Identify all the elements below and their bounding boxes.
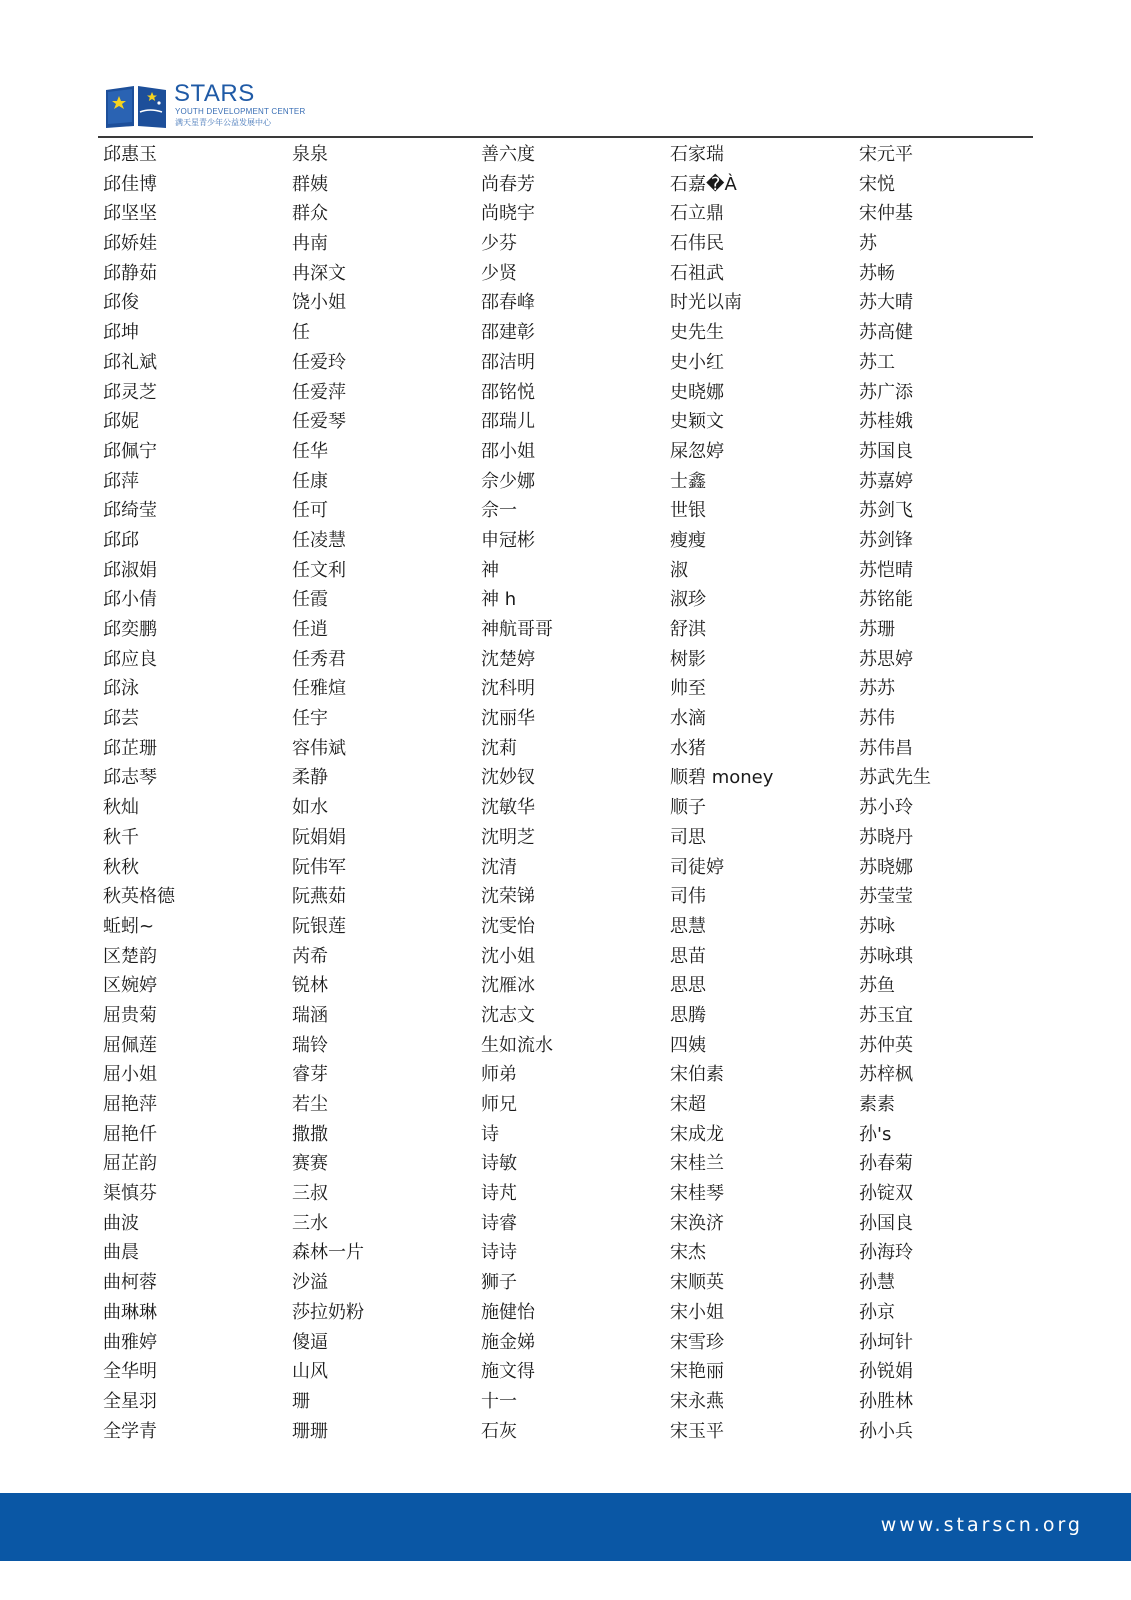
name-entry: 邱佩宁 [103,440,157,462]
name-entry: 苏剑飞 [859,500,913,522]
name-entry: 神 h [481,589,517,611]
name-entry: 苏大晴 [859,292,913,314]
name-entry: 诗芃 [481,1183,517,1205]
name-entry: 孙京 [859,1301,895,1323]
name-entry: 诗 [481,1123,499,1145]
name-entry: 佘一 [481,500,517,522]
name-entry: 少贤 [481,262,517,284]
name-entry: 宋玉平 [670,1420,724,1442]
name-entry: 瘦瘦 [670,529,706,551]
name-entry: 邱淑娟 [103,559,157,581]
name-entry: 如水 [292,797,328,819]
name-entry: 沙溢 [292,1272,328,1294]
logo-chinese-name: 满天星青少年公益发展中心 [175,118,271,127]
name-entry: 邱小倩 [103,589,157,611]
name-entry: 苏玉宜 [859,1004,913,1026]
name-entry: 莎拉奶粉 [292,1301,364,1323]
name-entry: 苏铭能 [859,589,913,611]
name-entry: 屈贵菊 [103,1004,157,1026]
name-entry: 宋小姐 [670,1301,724,1323]
name-entry: 曲晨 [103,1242,139,1264]
name-entry: 诗睿 [481,1212,517,1234]
name-entry: 宋桂琴 [670,1183,724,1205]
name-entry: 任宇 [292,708,328,730]
name-entry: 四姨 [670,1034,706,1056]
name-entry: 孙春菊 [859,1153,913,1175]
name-entry: 帅至 [670,678,706,700]
name-entry: 任爱琴 [292,411,346,433]
name-entry: 邱应良 [103,648,157,670]
name-entry: 尚晓宇 [481,203,535,225]
name-entry: 瑞铃 [292,1034,328,1056]
name-entry: 全星羽 [103,1390,157,1412]
name-entry: 沈清 [481,856,517,878]
name-entry: 世银 [670,500,706,522]
name-entry: 石立鼎 [670,203,724,225]
name-entry: 宋艳丽 [670,1361,724,1383]
name-entry: 群众 [292,203,328,225]
name-entry: 苏莹莹 [859,886,913,908]
name-entry: 任逍 [292,619,328,640]
name-entry: 蚯蚓~ [103,915,155,937]
name-entry: 邱灵芝 [103,381,157,403]
name-entry: 泉泉 [292,144,328,165]
name-entry: 邱芷珊 [103,737,157,759]
name-entry: 石灰 [481,1420,517,1442]
name-entry: 神 [481,559,499,581]
name-entry: 沈科明 [481,678,535,700]
name-entry: 孙's [859,1123,892,1145]
name-entry: 屈佩莲 [103,1034,157,1056]
name-entry: 苏畅 [859,262,895,284]
name-entry: 时光以南 [670,292,742,314]
name-entry: 渠慎芬 [103,1183,157,1205]
name-entry: 邱邱 [103,529,139,551]
name-entry: 屈芷韵 [103,1153,157,1175]
name-entry: 邵瑞儿 [481,411,535,433]
name-entry: 森林一片 [292,1242,364,1264]
name-entry: 秋千 [103,826,139,848]
name-entry: 阮娟娟 [292,826,346,848]
name-entry: 佘少娜 [481,470,535,492]
name-entry: 宋桂兰 [670,1153,724,1175]
name-entry: 舒淇 [670,619,706,640]
name-entry: 苏广添 [859,381,913,403]
name-entry: 苏梓枫 [859,1064,913,1086]
name-entry: 秋灿 [103,797,139,819]
name-column-2 [292,140,482,1446]
name-entry: 邱妮 [103,411,139,433]
name-entry: 邵洁明 [481,351,535,373]
name-entry: 秋英格德 [103,886,175,908]
name-entry: 任 [292,322,310,344]
name-entry: 苏小玲 [859,797,913,819]
name-entry: 苏武先生 [859,767,931,789]
name-entry: 司伟 [670,886,706,908]
name-entry: 孙坷针 [859,1331,913,1353]
name-entry: 区婉婷 [103,975,157,997]
name-entry: 任雅煊 [292,678,346,700]
header-logo [104,80,364,132]
name-entry: 邱绮莹 [103,500,157,522]
name-entry: 水滴 [670,708,706,730]
name-entry: 三叔 [292,1183,328,1205]
name-entry: 沈雯怡 [481,915,535,937]
name-entry: 睿芽 [292,1064,328,1086]
name-entry: 申冠彬 [481,529,535,551]
name-entry: 任华 [292,440,328,462]
name-entry: 石家瑞 [670,144,724,165]
name-entry: 全学青 [103,1420,157,1442]
name-entry: 任康 [292,470,328,492]
name-entry: 孙慧 [859,1272,895,1294]
name-entry: 思苗 [670,945,706,967]
name-entry: 苏恺晴 [859,559,913,581]
name-entry: 史晓娜 [670,381,724,403]
name-entry: 孙小兵 [859,1420,913,1442]
name-entry: 阮伟军 [292,856,346,878]
name-entry: 宋伯素 [670,1064,724,1086]
name-entry: 石嘉�À [670,173,737,195]
name-entry: 苏晓娜 [859,856,913,878]
name-entry: 群姨 [292,173,328,195]
name-entry: 邵建彰 [481,322,535,344]
name-entry: 神航哥哥 [481,619,553,640]
name-entry: 屎忽婷 [670,440,724,462]
name-entry: 曲雅婷 [103,1331,157,1353]
name-entry: 沈妙钗 [481,767,535,789]
name-entry: 沈明芝 [481,826,535,848]
name-entry: 顺碧 money [670,767,774,789]
name-entry: 士鑫 [670,470,706,492]
name-entry: 沈敏华 [481,797,535,819]
name-entry: 珊 [292,1390,310,1412]
name-entry: 淑珍 [670,589,706,611]
name-entry: 邵春峰 [481,292,535,314]
name-entry: 珊珊 [292,1420,328,1442]
name-entry: 宋悦 [859,173,895,195]
name-entry: 尚春芳 [481,173,535,195]
name-entry: 沈楚婷 [481,648,535,670]
name-entry: 宋雪珍 [670,1331,724,1353]
name-entry: 施健怡 [481,1301,535,1323]
name-entry: 水猪 [670,737,706,759]
name-entry: 宋元平 [859,144,913,165]
name-entry: 孙海玲 [859,1242,913,1264]
name-entry: 邱娇娃 [103,233,157,255]
name-entry: 任文利 [292,559,346,581]
name-entry: 宋仲基 [859,203,913,225]
name-entry: 苏嘉婷 [859,470,913,492]
name-entry: 师弟 [481,1064,517,1086]
name-entry: 任爱玲 [292,351,346,373]
name-entry: 邱坤 [103,322,139,344]
name-entry: 苏高健 [859,322,913,344]
name-entry: 施文得 [481,1361,535,1383]
name-entry: 山风 [292,1361,328,1383]
name-entry: 宋涣济 [670,1212,724,1234]
logo-subtitle: YOUTH DEVELOPMENT CENTER [175,107,306,116]
name-entry: 苏仲英 [859,1034,913,1056]
name-entry: 区楚韵 [103,945,157,967]
name-entry: 邱奕鹏 [103,619,157,640]
stars-logo-icon [104,82,168,128]
name-entry: 苏伟 [859,708,895,730]
name-entry: 沈丽华 [481,708,535,730]
name-entry: 狮子 [481,1272,517,1294]
name-entry: 屈艳萍 [103,1094,157,1115]
name-entry: 苏珊 [859,619,895,640]
name-entry: 素素 [859,1094,895,1115]
name-entry: 淑 [670,559,688,581]
name-entry: 沈志文 [481,1004,535,1026]
name-entry: 善六度 [481,144,535,165]
name-entry: 屈小姐 [103,1064,157,1086]
name-entry: 邵铭悦 [481,381,535,403]
name-entry: 宋超 [670,1094,706,1115]
footer-url[interactable]: www.starscn.org [880,1514,1083,1536]
name-entry: 撒撒 [292,1123,328,1145]
name-entry: 苏工 [859,351,895,373]
name-entry: 阮银莲 [292,915,346,937]
name-entry: 思思 [670,975,706,997]
name-column-3 [481,140,671,1446]
name-entry: 苏伟昌 [859,737,913,759]
name-entry: 屈艳仟 [103,1123,157,1145]
name-entry: 沈小姐 [481,945,535,967]
name-entry: 曲波 [103,1212,139,1234]
name-entry: 少芬 [481,233,517,255]
name-entry: 苏咏琪 [859,945,913,967]
name-entry: 邱俊 [103,292,139,314]
name-entry: 任霞 [292,589,328,611]
name-entry: 苏 [859,233,877,255]
name-entry: 邱坚坚 [103,203,157,225]
name-entry: 瑞涵 [292,1004,328,1026]
footer-bar [0,1493,1131,1561]
name-entry: 孙锭双 [859,1183,913,1205]
name-entry: 十一 [481,1390,517,1412]
name-entry: 若尘 [292,1094,328,1115]
name-entry: 孙国良 [859,1212,913,1234]
name-entry: 生如流水 [481,1034,553,1056]
name-entry: 任可 [292,500,328,522]
name-entry: 师兄 [481,1094,517,1115]
name-entry: 任爱萍 [292,381,346,403]
name-entry: 宋杰 [670,1242,706,1264]
name-entry: 冉南 [292,233,328,255]
name-entry: 宋永燕 [670,1390,724,1412]
name-entry: 苏剑锋 [859,529,913,551]
name-entry: 曲柯蓉 [103,1272,157,1294]
name-entry: 孙胜林 [859,1390,913,1412]
name-entry: 邱礼斌 [103,351,157,373]
name-entry: 苏晓丹 [859,826,913,848]
name-entry: 容伟斌 [292,737,346,759]
name-entry: 沈莉 [481,737,517,759]
name-entry: 苏咏 [859,915,895,937]
header-divider [98,136,1033,138]
name-entry: 赛赛 [292,1153,328,1175]
name-entry: 宋成龙 [670,1123,724,1145]
name-entry: 孙锐娟 [859,1361,913,1383]
name-column-4 [670,140,860,1446]
name-entry: 司思 [670,826,706,848]
name-entry: 冉深文 [292,262,346,284]
name-entry: 史小红 [670,351,724,373]
name-entry: 诗诗 [481,1242,517,1264]
name-entry: 锐林 [292,975,328,997]
name-entry: 邱泳 [103,678,139,700]
name-column-5 [859,140,1049,1446]
name-entry: 苏思婷 [859,648,913,670]
name-entry: 傻逼 [292,1331,328,1353]
name-entry: 树影 [670,648,706,670]
name-entry: 全华明 [103,1361,157,1383]
name-entry: 司徒婷 [670,856,724,878]
name-entry: 苏桂娥 [859,411,913,433]
name-entry: 芮希 [292,945,328,967]
name-entry: 邱佳博 [103,173,157,195]
name-entry: 史先生 [670,322,724,344]
name-entry: 邱静茹 [103,262,157,284]
name-entry: 秋秋 [103,856,139,878]
name-entry: 邱惠玉 [103,144,157,165]
name-entry: 饶小姐 [292,292,346,314]
name-entry: 任秀君 [292,648,346,670]
name-entry: 苏苏 [859,678,895,700]
name-entry: 石伟民 [670,233,724,255]
name-entry: 诗敏 [481,1153,517,1175]
name-entry: 石祖武 [670,262,724,284]
name-entry: 阮燕茹 [292,886,346,908]
name-entry: 邱萍 [103,470,139,492]
name-entry: 三水 [292,1212,328,1234]
name-entry: 思腾 [670,1004,706,1026]
name-entry: 柔静 [292,767,328,789]
name-entry: 沈雁冰 [481,975,535,997]
name-entry: 邵小姐 [481,440,535,462]
name-column-1 [103,140,293,1446]
name-entry: 施金娣 [481,1331,535,1353]
name-entry: 邱志琴 [103,767,157,789]
name-entry: 曲琳琳 [103,1301,157,1323]
name-entry: 苏国良 [859,440,913,462]
name-entry: 沈荣锑 [481,886,535,908]
name-entry: 邱芸 [103,708,139,730]
logo-title: STARS [174,80,255,107]
name-entry: 苏鱼 [859,975,895,997]
name-entry: 思慧 [670,915,706,937]
name-entry: 顺子 [670,797,706,819]
name-entry: 宋顺英 [670,1272,724,1294]
name-entry: 任凌慧 [292,529,346,551]
name-entry: 史颖文 [670,411,724,433]
